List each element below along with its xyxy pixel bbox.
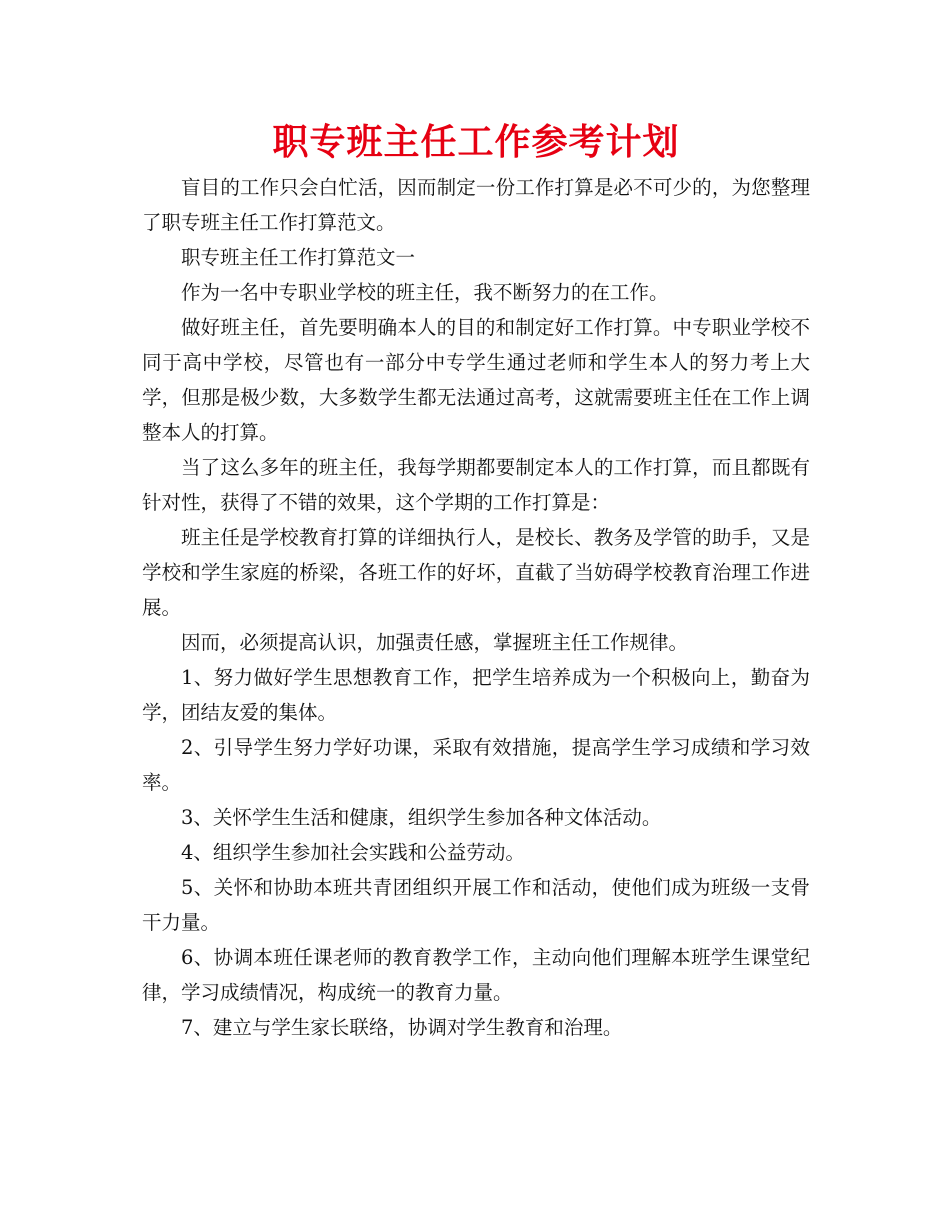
paragraph: 因而，必须提高认识，加强责任感，掌握班主任工作规律。 [181,631,689,654]
paragraph: 当了这么多年的班主任，我每学期都要制定本人的工作打算，而且都既有针对性，获得了不错的效果，这个学期的工作打算是： [142,456,810,514]
paragraph-subheading: 职专班主任工作打算范文一 [181,246,416,269]
list-item: 5、关怀和协助本班共青团组织开展工作和活动，使他们成为班级一支骨干力量。 [142,876,810,934]
list-item: 7、建立与学生家长联络，协调对学生教育和治理。 [181,1016,623,1039]
paragraph-intro: 盲目的工作只会白忙活，因而制定一份工作打算是必不可少的，为您整理了职专班主任工作打算范文。 [142,176,810,234]
paragraph: 做好班主任，首先要明确本人的目的和制定好工作打算。中专职业学校不同于高中学校，尽管也有一部分中专学生通过老师和学生本人的努力考上大学，但那是极少数，大多数学生都无法通过高考，这就需要班主任在工作上调整本人的打算。 [142,316,810,444]
list-item: 1、努力做好学生思想教育工作，把学生培养成为一个积极向上，勤奋为学，团结友爱的集体。 [142,666,810,724]
document-page [142,118,810,1045]
list-item: 4、组织学生参加社会实践和公益劳动。 [181,841,525,864]
list-item: 3、关怀学生生活和健康，组织学生参加各种文体活动。 [181,806,662,829]
document-title: 职专班主任工作参考计划 [272,122,680,163]
paragraph: 作为一名中专职业学校的班主任，我不断努力的在工作。 [181,281,669,304]
paragraph: 班主任是学校教育打算的详细执行人，是校长、教务及学管的助手，又是学校和学生家庭的桥梁，各班工作的好坏，直截了当妨碍学校教育治理工作进展。 [142,526,810,619]
list-item: 2、引导学生努力学好功课，采取有效措施，提高学生学习成绩和学习效率。 [142,736,810,794]
list-item: 6、协调本班任课老师的教育教学工作，主动向他们理解本班学生课堂纪律，学习成绩情况，构成统一的教育力量。 [142,946,810,1004]
